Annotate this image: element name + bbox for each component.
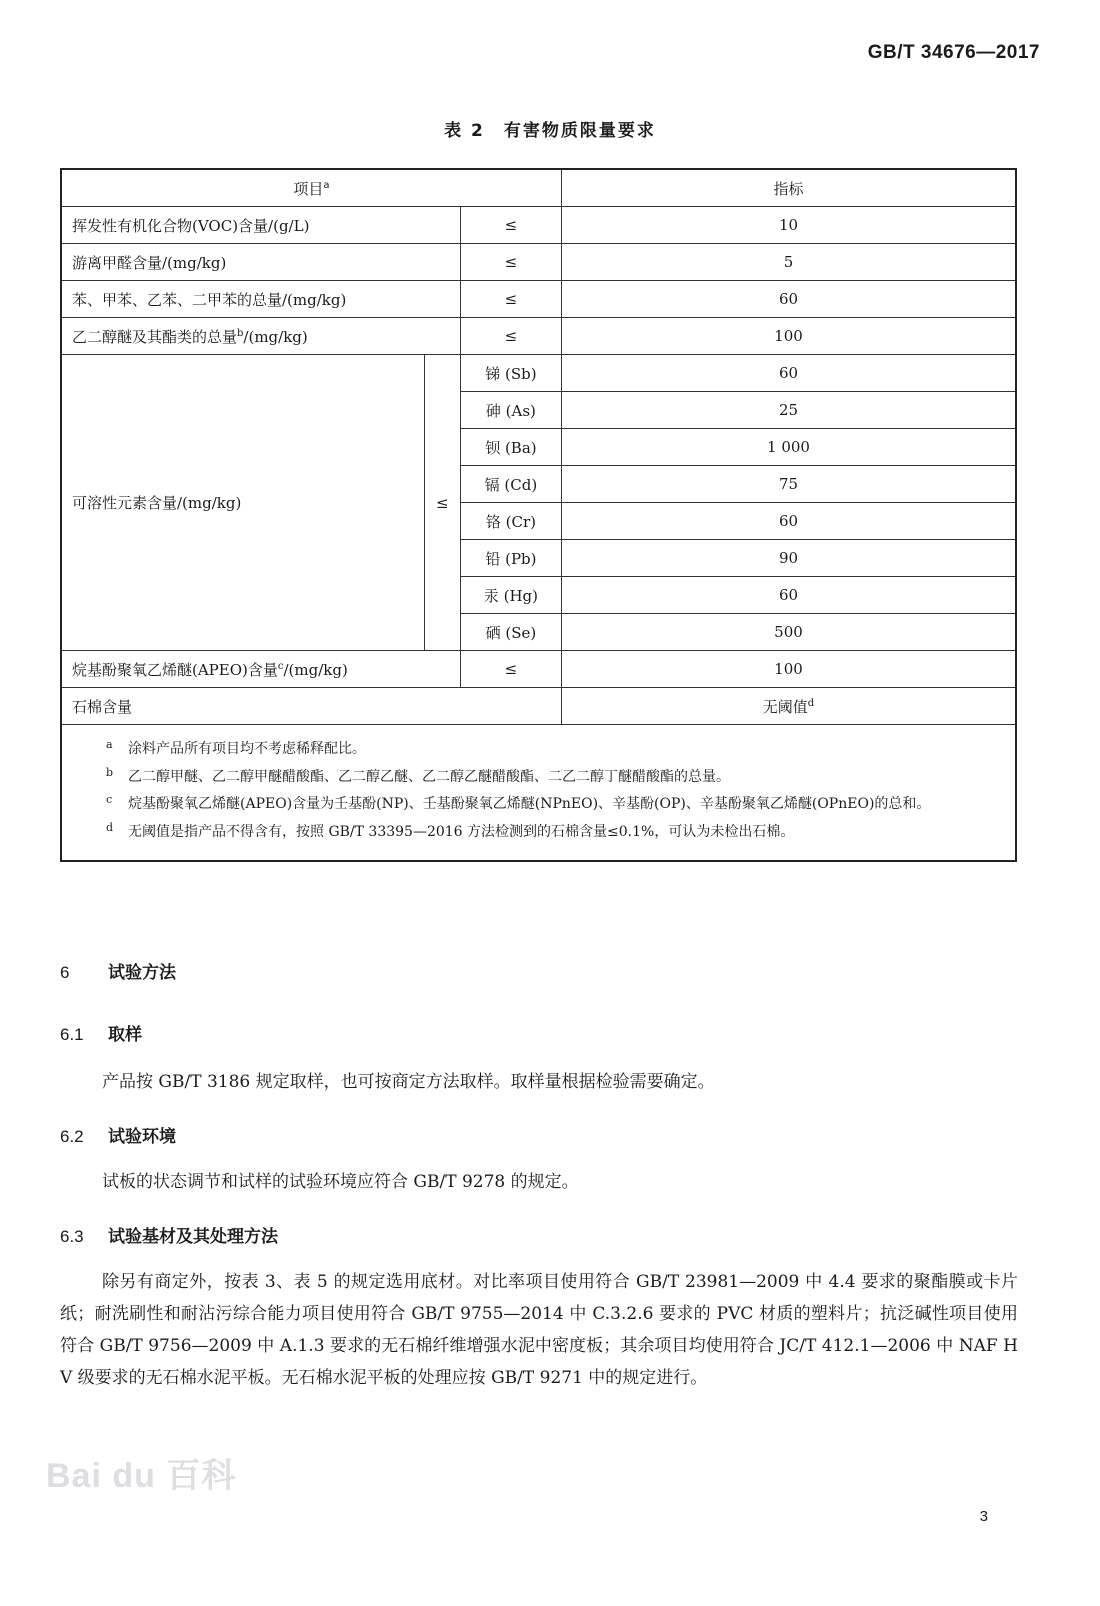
- table-title: 表 2 有害物质限量要求: [444, 121, 656, 141]
- element-cell: 汞 (Hg): [460, 577, 561, 614]
- table-notes-row: [61, 725, 1016, 861]
- watermark-logo: Bai du 百科: [46, 1457, 237, 1495]
- element-cell: 锑 (Sb): [460, 355, 561, 392]
- value-cell: 60: [561, 281, 1016, 318]
- table-row: [61, 355, 1016, 392]
- section-6-3-text: 除另有商定外，按表 3、表 5 的规定选用底材。对比率项目使用符合 GB/T 23981—2009 中 4.4 要求的聚酯膜或卡片纸；耐洗刷性和耐沾污综合能力项目使用符合 GB/T 9755—2014 中 C.3.2.6 要求的 PVC 材质的塑料片；抗泛碱性项目使用符合 GB/T 9756—2009 中 A.1.3 要求的无石棉纤维增强水泥中密度板；其余项目均使用符合 JC/T 412.1—2006 中 NAF H V 级要求的无石棉水泥平板。无石棉水泥平板的处理应按 GB/T 9271 中的规定进行。: [60, 1272, 1018, 1388]
- page-number: 3: [979, 1508, 988, 1525]
- value-cell: 100: [561, 318, 1016, 355]
- section-heading-6: 6 试验方法: [60, 963, 176, 983]
- hazardous-substances-table: [60, 168, 1017, 862]
- item-cell: 烷基酚聚氧乙烯醚(APEO)含量$^c$/(mg/kg): [61, 651, 460, 688]
- le-symbol: ≤: [460, 207, 561, 244]
- section-6-1-text: 产品按 GB/T 3186 规定取样，也可按商定方法取样。取样量根据检验需要确定。: [102, 1072, 715, 1092]
- le-symbol: ≤: [460, 651, 561, 688]
- section-6-2-text: 试板的状态调节和试样的试验环境应符合 GB/T 9278 的规定。: [102, 1172, 579, 1192]
- col-header-item: 项目$^a$: [61, 169, 561, 207]
- col-header-value: 指标: [561, 169, 1016, 207]
- value-cell: 无阈值$^d$: [561, 688, 1016, 725]
- soluble-item-cell: 可溶性元素含量/(mg/kg): [61, 355, 424, 651]
- item-cell: 挥发性有机化合物(VOC)含量/(g/L): [61, 207, 460, 244]
- element-cell: 镉 (Cd): [460, 466, 561, 503]
- le-symbol: ≤: [424, 355, 460, 651]
- table-notes: [61, 725, 1016, 861]
- footnote: c 烷基酚聚氧乙烯醚(APEO)含量为壬基酚(NP)、壬基酚聚氧乙烯醚(NPnEO)、辛基酚(OP)、辛基酚聚氧乙烯醚(OPnEO)的总和。: [106, 793, 931, 813]
- le-symbol: ≤: [460, 281, 561, 318]
- value-cell: 60: [561, 577, 1016, 614]
- section-heading-6-3: 6.3 试验基材及其处理方法: [60, 1227, 278, 1247]
- table-row: [61, 281, 1016, 318]
- element-cell: 硒 (Se): [460, 614, 561, 651]
- value-cell: 5: [561, 244, 1016, 281]
- table-row: [61, 318, 1016, 355]
- item-cell: 苯、甲苯、乙苯、二甲苯的总量/(mg/kg): [61, 281, 460, 318]
- section-heading-6-2: 6.2 试验环境: [60, 1127, 176, 1147]
- footnote: d 无阈值是指产品不得含有，按照 GB/T 33395—2016 方法检测到的石棉含量≤0.1%，可认为未检出石棉。: [106, 821, 795, 841]
- footnote: a 涂料产品所有项目均不考虑稀释配比。: [106, 738, 366, 757]
- value-cell: 60: [561, 503, 1016, 540]
- element-cell: 砷 (As): [460, 392, 561, 429]
- item-cell: 石棉含量: [61, 688, 561, 725]
- value-cell: 1 000: [561, 429, 1016, 466]
- section-heading-6-1: 6.1 取样: [60, 1025, 142, 1045]
- value-cell: 60: [561, 355, 1016, 392]
- le-symbol: ≤: [460, 244, 561, 281]
- footnote: b 乙二醇甲醚、乙二醇甲醚醋酸酯、乙二醇乙醚、乙二醇乙醚醋酸酯、二乙二醇丁醚醋酸酯的总量。: [106, 765, 730, 785]
- value-cell: 25: [561, 392, 1016, 429]
- element-cell: 铅 (Pb): [460, 540, 561, 577]
- value-cell: 75: [561, 466, 1016, 503]
- item-cell: 乙二醇醚及其酯类的总量$^b$/(mg/kg): [61, 318, 460, 355]
- table-row: [61, 207, 1016, 244]
- standard-number: GB/T 34676—2017: [867, 42, 1040, 63]
- value-cell: 10: [561, 207, 1016, 244]
- value-cell: 100: [561, 651, 1016, 688]
- table-row: [61, 651, 1016, 688]
- element-cell: 铬 (Cr): [460, 503, 561, 540]
- value-cell: 90: [561, 540, 1016, 577]
- table-row: [61, 244, 1016, 281]
- value-cell: 500: [561, 614, 1016, 651]
- le-symbol: ≤: [460, 318, 561, 355]
- item-cell: 游离甲醛含量/(mg/kg): [61, 244, 460, 281]
- element-cell: 钡 (Ba): [460, 429, 561, 466]
- table-row: [61, 688, 1016, 725]
- table-header-row: [61, 169, 1016, 207]
